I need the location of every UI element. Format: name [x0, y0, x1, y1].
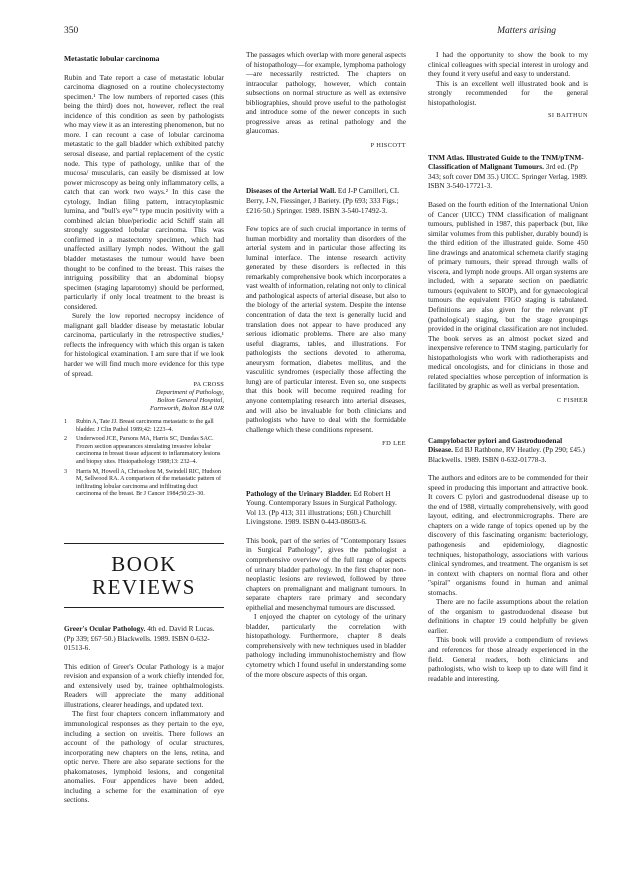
review-paragraph: Based on the fourth edition of the International Union of Cancer (UICC) TNM classification of malignant tumours, published in 1987, this paperback (but, like similar volumes from this publisher, durably bound) is the third edition of the illustrated guide. Some 450 line drawings and anatomical schemeta clarify staging of primary tumours, their spread through walls of viscera, and lymph node groups. All organ systems are included, with a separate section on paediatric tumours (equivalent to SIOP), and for gynaecological tumours the equivalent FIGO staging is tabulated. Definitions are also given for the relevant pT (pathological) staging, but the stage groupings provided in the original classification are not included. The book serves as an almost pocket sized and inexpensive reference to TNM staging, particularly for histopathologists who work with radiotherapists and medical oncologists, and for clinicians in those and related specialties whose perception of information is facilitated by graphic as well as verbal presentation. — [428, 200, 588, 391]
reference-text: Harris M, Howell A, Chrissohou M, Swindell RIC, Hudson M, Sellwood RA. A comparison of the metastatic pattern of infiltrating lobular carcinoma and infiltrating duct carcinoma of the breast. Br J Cancer 1984;50:23–30. — [76, 468, 222, 498]
review-signature: C FISHER — [556, 396, 588, 404]
review-paragraph: This is an excellent well illustrated book and is strongly recommended for the general histopathologist. — [428, 78, 588, 107]
review-signature: SI BAITHUN — [547, 112, 588, 120]
address-line: Farnworth, Bolton BL4 0JR — [150, 405, 224, 413]
review-details: Ed BJ Rathbone, RV Heatley. (Pp 290; £45.) Blackwells. 1989. ISBN 0-632-01778-3. — [428, 445, 585, 464]
review-heading — [246, 489, 406, 527]
review-title: Greer's Ocular Pathology. — [64, 624, 146, 634]
letter-paragraph: Rubin and Tate report a case of metastatic lobular carcinoma diagnosed on a routine cholecystectomy specimen.¹ The low numbers of reported cases (this being the third) does not, however, reflect the real incidence of this condition as seen by pathologists who may view it as an interesting phenomenon, but no more. I can recount a case of lobular carcinoma metastatic to the gall bladder which exhibited patchy serosal disease, and partial replacement of the cystic node. This type of pathology, unlike that of the mucosa/ muscularis, can easily be dismissed at low power microscopy as being only inflammatory cells, a catch that can work two ways.² In this case the cytology, Indian filing pattern, intracytoplasmic lumina, and "bull's eye"³ type mucin positivity with a combined alcian blue/periodic acid Schiff stain all strongly suggested lobular carcinoma. This was confirmed in a mastectomy specimen, which had unaffected axillary lymph nodes. Without the gall bladder metastases the tumour would have been thought to be confined to the breast. This raises the intriguing possibility that an abdominal biopsy specimen (staging laparotomy) should be performed, particularly if only local treatment to the breast is considered. — [64, 72, 224, 311]
review-heading — [246, 186, 406, 215]
review-title: Pathology of the Urinary Bladder. — [246, 488, 352, 498]
reference-item — [64, 419, 224, 434]
banner-line: REVIEWS — [92, 575, 196, 600]
page-number: 350 — [64, 26, 79, 36]
review-paragraph: I had the opportunity to show the book to my clinical colleagues with special interest in urology and they found it very useful and easy to understand. — [428, 50, 588, 79]
review-paragraph: The first four chapters concern inflammatory and immunological responses as they pertain to the eye, including a section on uveitis. There follows an account of the pathology of ocular structures, incorporating new chapters on the lens, retina, and optic nerve. There are also separate sections for the phakomatoses, lymphoid lesions, and congenital anomalies. Four appendices have been added, including a scheme for the examination of eye sections. — [64, 709, 224, 805]
reference-number: 3 — [64, 468, 68, 475]
address-line: Bolton General Hospital, — [157, 397, 224, 405]
review-heading — [64, 624, 224, 653]
review-heading — [428, 153, 588, 191]
review-details: 3rd ed. (Pp 343; soft cover DM 35.) UICC. Springer Verlag. 1989. ISBN 3-540-17721-3. — [428, 162, 588, 191]
review-paragraph: The passages which overlap with more general aspects of histopathology—for example, lymphoma pathology—are necessarily restricted. The chapters on intraocular pathology, however, which contain subsections on normal structure as well as extensive bibliographies, should prove useful to the pathologist and introduce some of the newer concepts in such progressive areas as retinal pathology and the glaucomas. — [246, 50, 406, 136]
reference-item — [64, 436, 224, 466]
reference-number: 1 — [64, 419, 68, 426]
review-paragraph: This book will provide a compendium of reviews and references for those already experienced in the field. General readers, both clinicians and pathologists, who wish to keep up to date will find it readable and interesting. — [428, 635, 588, 683]
review-title: TNM Atlas. Illustrated Guide to the TNM/pTNM-Classification of Malignant Tumours. — [428, 152, 584, 172]
letter-address — [64, 389, 224, 413]
column-1 — [64, 50, 224, 805]
review-paragraph: The authors and editors are to be commended for their speed in producing this important and attractive book. It covers C pylori and gastroduodenal disease up to the end of 1988, virtually comprehensively, with good layout, editing, and electronmicrographs. There are chapters on a wide range of topics opened up by the discovery of this fascinating organism: bacteriology, pathogenesis and epidemiology, diagnostic techniques, histopathology, associations with various clinical syndromes, and treatment. The organism is set in context with chapters on normal flora and other "spiral" organisms found in human and animal stomachs. — [428, 473, 588, 597]
column-2 — [246, 50, 406, 679]
review-details: 4th ed. David R Lucas. (Pp 339; £67·50.) Blackwells. 1989. ISBN 0-632-01513-6. — [64, 624, 215, 653]
review-title: Campylobacter pylori and Gastroduodenal Disease. — [428, 435, 563, 455]
review-paragraph: This book, part of the series of "Contemporary Issues in Surgical Pathology", gives the pathologist a comprehensive overview of the full range of aspects of urinary bladder pathology. In the first chapter non-neoplastic lesions are reviewed, followed by three chapters on premalignant and malignant tumours. In separate chapters rare primary and secondary epithelial and mesenchymal tumours are discussed. — [246, 535, 406, 612]
reference-text: Underwood JCE, Parsons MA, Harris SC, Dundas SAC. Frozen section appearances simulating invasive lobular carcinoma in breast tissue adjacent to inflammatory lesions and biopsy sites. Histopathology 1988;13: 232–4. — [76, 436, 221, 466]
review-signature: P HISCOTT — [370, 141, 406, 149]
review-details: Ed J-P Camilleri, CL Berry, J-N, Fiessinger, J Bariety. (Pp 693; 333 Figs.; £216·50.) Springer. 1989. ISBN 3-540-17492-3. — [246, 186, 399, 215]
review-paragraph: I enjoyed the chapter on cytology of the urinary bladder, particularly the correlation with histopathology. Furthermore, chapter 8 deals comprehensively with new techniques used in bladder pathology including immunohistochemistry and flow cytometry which I found useful in understanding some of the more obscure aspects of this organ. — [246, 612, 406, 679]
review-heading — [428, 436, 588, 465]
book-reviews-banner — [64, 543, 224, 608]
page-header — [64, 26, 556, 40]
letter-title: Metastatic lobular carcinoma — [64, 54, 160, 63]
review-signature: FD LEE — [382, 440, 406, 448]
letter-paragraph: Surely the low reported necropsy incidence of malignant gall bladder disease by metastatic lobular carcinoma, particularly in the retrospective studies,¹ reflects the infrequency with which this organ is taken for histological examination. I am sure that if we look harder we will find much more evidence for this type of spread. — [64, 311, 224, 378]
review-paragraph: There are no facile assumptions about the relation of the organism to gastroduodenal disease but definitions in chapter 19 could helpfully be given earlier. — [428, 597, 588, 635]
review-paragraph: This edition of Greer's Ocular Pathology is a major revision and expansion of a work chiefly intended for, and extensively used by, trainee ophthalmologists. Readers will appreciate the many additional illustrations, clearer headings, and updated text. — [64, 661, 224, 709]
column-3 — [428, 50, 588, 683]
letter-author: PA CROSS — [193, 381, 224, 389]
reference-list — [64, 419, 224, 499]
reference-number: 2 — [64, 436, 68, 443]
reference-text: Rubin A, Tate JJ. Breast carcinoma metastatic to the gall bladder. J Clin Pathol 1989;42: 1223–4. — [76, 419, 214, 433]
address-line: Department of Pathology, — [155, 389, 224, 397]
reference-item — [64, 469, 224, 499]
banner-line: BOOK — [111, 552, 177, 577]
review-title: Diseases of the Arterial Wall. — [246, 186, 337, 196]
section-title: Matters arising — [497, 26, 556, 36]
review-paragraph: Few topics are of such crucial importance in terms of human morbidity and mortality than disorders of the arterial system and in particular those affecting its luminal interface. The intense research activity generated by these disorders is reflected in this remarkably comprehensive book which incorporates a vast wealth of information, relating not only to clinical and pathological aspects of arterial disease, but also to the biology of the arterial system. Despite the intense concentration of data the text is generally lucid and translation does not appear to have produced any serious idiomatic problems. There are also many useful diagrams, tables, and illustrations. For pathologists the sections devoted to atheroma, aneurysm formation, diabetes mellitus, and the vasculitic syndromes (especially those affecting the lung) are of particular interest. Even so, one suspects that this book will become required reading for anyone contemplating research into arterial diseases, and will also be invaluable for both clinicians and pathologists who have to deal with the formidable challenge which these conditions represent. — [246, 224, 406, 434]
review-details: Ed Robert H Young. Contemporary Issues in Surgical Pathology. Vol 13. (Pp 413; 311 illustrations; £60.) Churchill Livingstone. 1989. ISBN 0-443-08603-6. — [246, 488, 397, 527]
